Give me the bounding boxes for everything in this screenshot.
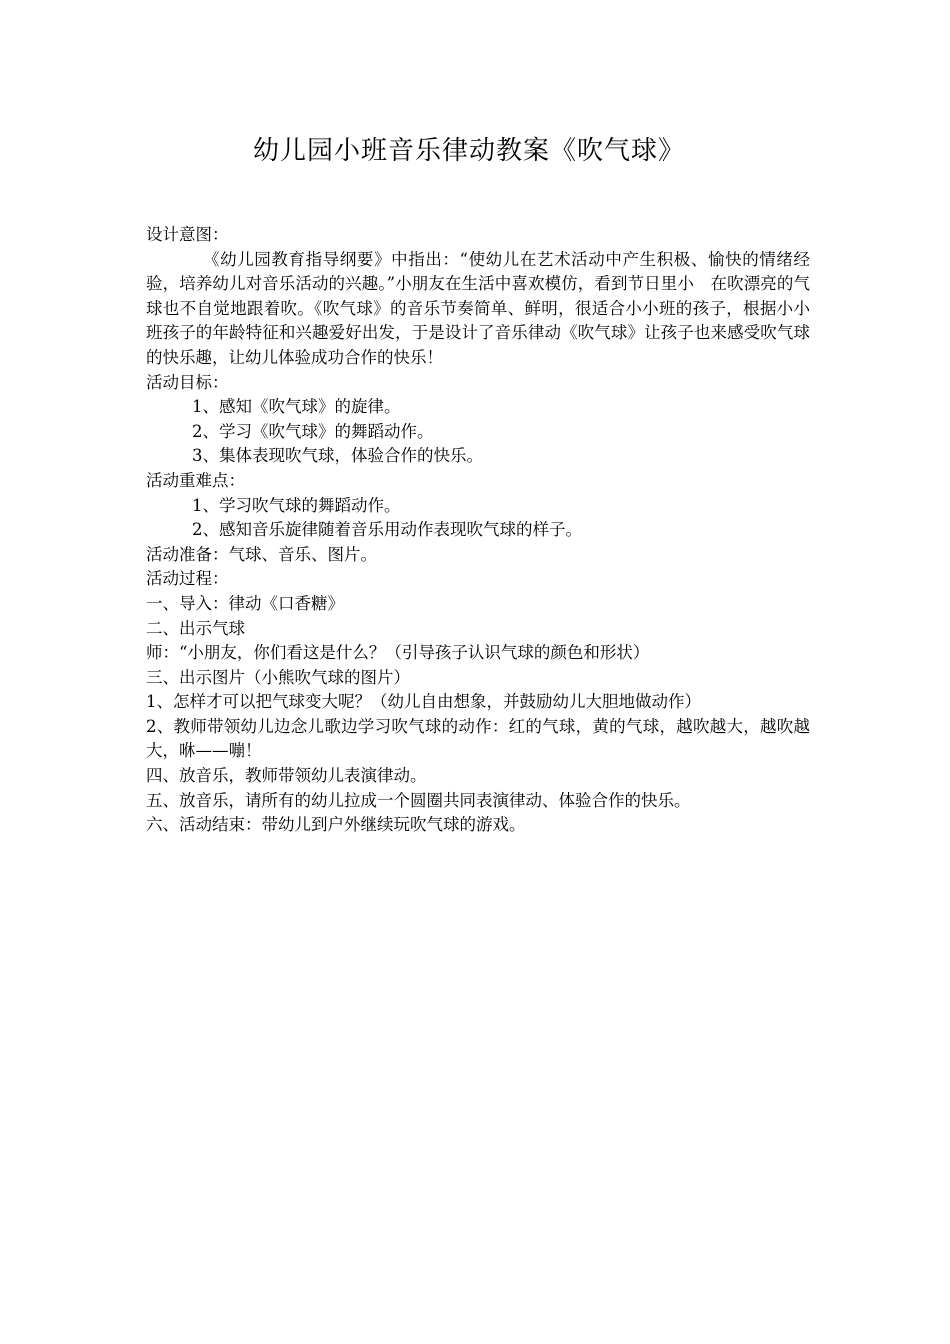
process-step: 六、活动结束：带幼儿到户外继续玩吹气球的游戏。 — [146, 815, 526, 835]
section-heading-key-points: 活动重难点： — [146, 470, 245, 490]
process-step: 二、出示气球 — [146, 618, 245, 638]
key-point-item: 1、学习吹气球的舞蹈动作。 — [192, 495, 401, 515]
key-point-item: 2、感知音乐旋律随着音乐用动作表现吹气球的样子。 — [192, 520, 582, 540]
process-step: 2、教师带领幼儿边念儿歌边学习吹气球的动作：红的气球，黄的气球，越吹越大，越吹越大，咻——嘣！ — [146, 716, 810, 761]
document-body — [146, 223, 810, 838]
section-heading-process: 活动过程： — [146, 569, 229, 589]
goal-item: 3、集体表现吹气球，体验合作的快乐。 — [192, 446, 483, 466]
process-step: 五、放音乐，请所有的幼儿拉成一个圆圈共同表演律动、体验合作的快乐。 — [146, 790, 691, 810]
process-step: 三、出示图片（小熊吹气球的图片） — [146, 667, 410, 687]
section-heading-design-intent: 设计意图： — [146, 225, 229, 244]
process-step: 1、怎样才可以把气球变大呢？（幼儿自由想象，并鼓励幼儿大胆地做动作） — [146, 692, 701, 712]
goal-item: 1、感知《吹气球》的旋律。 — [192, 397, 401, 417]
process-step: 四、放音乐，教师带领幼儿表演律动。 — [146, 766, 427, 786]
goal-item: 2、学习《吹气球》的舞蹈动作。 — [192, 421, 434, 441]
process-step: 师：“小朋友，你们看这是什么？（引导孩子认识气球的颜色和形状） — [146, 643, 650, 663]
section-preparation: 活动准备：气球、音乐、图片。 — [146, 544, 377, 564]
document-title: 幼儿园小班音乐律动教案《吹气球》 — [252, 136, 685, 166]
process-step: 一、导入：律动《口香糖》 — [146, 593, 344, 613]
section-heading-goals: 活动目标： — [146, 372, 229, 392]
design-intent-paragraph: 《幼儿园教育指导纲要》中指出：“使幼儿在艺术活动中产生积极、愉快的情绪经验，培养幼儿对音乐活动的兴趣。”小朋友在生活中喜欢模仿，看到节日里小 在吹漂亮的气球也不自觉地跟着吹。《吹气球》的音乐节奏简单、鲜明，很适合小小班的孩子，根据小小班孩子的年龄特征和兴趣爱好出发，于是设计了音乐律动《吹气球》让孩子也来感受吹气球的快乐趣，让幼儿体验成功合作的快乐！ — [146, 249, 810, 367]
